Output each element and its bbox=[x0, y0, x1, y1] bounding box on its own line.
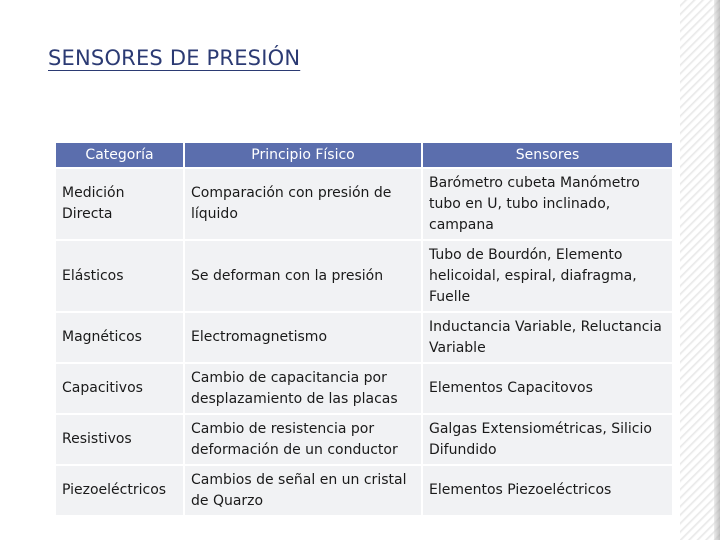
cell-category: Magnéticos bbox=[56, 313, 183, 362]
cell-category: Elásticos bbox=[56, 241, 183, 311]
cell-sensors: Galgas Extensiométricas, Silicio Difundido bbox=[423, 415, 672, 464]
table-row bbox=[56, 313, 672, 362]
table-row bbox=[56, 466, 672, 515]
cell-sensors: Barómetro cubeta Manómetro tubo en U, tubo inclinado, campana bbox=[423, 169, 672, 239]
cell-sensors: Inductancia Variable, Reluctancia Variable bbox=[423, 313, 672, 362]
header-sensors: Sensores bbox=[423, 143, 672, 167]
cell-principle: Cambio de capacitancia por desplazamiento de las placas bbox=[185, 364, 421, 413]
decorative-edge bbox=[714, 0, 720, 540]
table-row bbox=[56, 364, 672, 413]
cell-sensors: Elementos Piezoeléctricos bbox=[423, 466, 672, 515]
cell-category: Resistivos bbox=[56, 415, 183, 464]
cell-principle: Comparación con presión de líquido bbox=[185, 169, 421, 239]
table-row bbox=[56, 169, 672, 239]
cell-principle: Cambios de señal en un cristal de Quarzo bbox=[185, 466, 421, 515]
table-row bbox=[56, 415, 672, 464]
cell-principle: Electromagnetismo bbox=[185, 313, 421, 362]
table-header-row bbox=[56, 143, 672, 167]
cell-category: Medición Directa bbox=[56, 169, 183, 239]
cell-principle: Cambio de resistencia por deformación de un conductor bbox=[185, 415, 421, 464]
cell-category: Capacitivos bbox=[56, 364, 183, 413]
cell-sensors: Tubo de Bourdón, Elemento helicoidal, espiral, diafragma, Fuelle bbox=[423, 241, 672, 311]
sensors-table bbox=[54, 141, 674, 517]
cell-category: Piezoeléctricos bbox=[56, 466, 183, 515]
header-physical-principle: Principio Físico bbox=[185, 143, 421, 167]
header-category: Categoría bbox=[56, 143, 183, 167]
cell-sensors: Elementos Capacitovos bbox=[423, 364, 672, 413]
cell-principle: Se deforman con la presión bbox=[185, 241, 421, 311]
slide-title: SENSORES DE PRESIÓN bbox=[48, 46, 301, 70]
table-row bbox=[56, 241, 672, 311]
